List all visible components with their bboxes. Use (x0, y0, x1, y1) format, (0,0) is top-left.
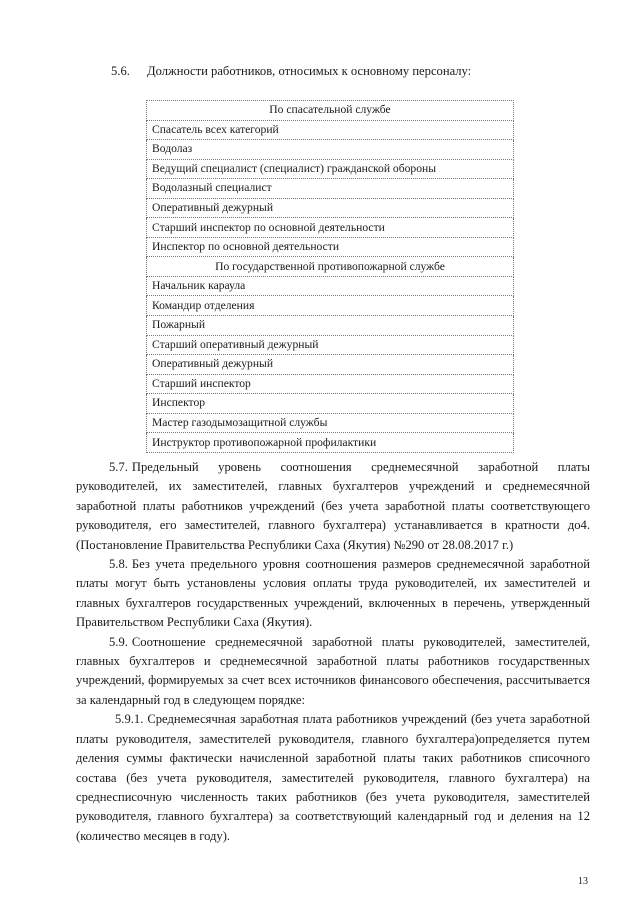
paragraph-number: 5.9.1. (115, 712, 144, 727)
paragraph-text: Предельный уровень соотношения среднемесячной заработной платы руководителей, их заместителей, главных бухгалтеров учреждений и среднемесячной заработной платы работников учреждений (без учета заработной платы соответствующего руководителя, его заместителей, главного бухгалтера) устанавливается в кратности до4.(Постановление Правительства Республики Саха (Якутия) №290 от 28.08.2017 г.) (76, 460, 590, 552)
position-name: Водолазный специалист (147, 179, 514, 199)
paragraph-5-9-1 (76, 710, 590, 846)
paragraph-5-9 (76, 633, 590, 711)
position-name: Ведущий специалист (специалист) гражданской обороны (147, 159, 514, 179)
position-name: Начальник караула (147, 276, 514, 296)
section-title: Должности работников, относимых к основному персоналу: (147, 64, 472, 78)
group-title: По государственной противопожарной службе (147, 257, 514, 277)
paragraph-number: 5.9. (109, 634, 128, 649)
position-name: Старший инспектор (147, 374, 514, 394)
position-name: Инструктор противопожарной профилактики (147, 433, 514, 453)
position-name: Оперативный дежурный (147, 355, 514, 375)
table-row (147, 159, 514, 179)
paragraph-number: 5.7. (109, 460, 128, 474)
table-row (147, 335, 514, 355)
section-number: 5.6. (111, 64, 130, 78)
position-name: Спасатель всех категорий (147, 120, 514, 140)
page-number: 13 (578, 876, 588, 887)
table-row (147, 198, 514, 218)
paragraph-text: Соотношение среднемесячной заработной платы руководителей, заместителей, главных бухгалтеров и среднемесячной заработной платы работников государственных учреждений, формируемых за счет всех источников финансового обеспечения, рассчитывается за календарный год в следующем порядке: (76, 634, 590, 707)
table-row (147, 140, 514, 160)
table-row (147, 218, 514, 238)
table-group-header (147, 101, 514, 121)
paragraph-number: 5.8. (109, 557, 128, 572)
position-name: Оперативный дежурный (147, 198, 514, 218)
position-name: Инспектор (147, 394, 514, 414)
position-name: Старший оперативный дежурный (147, 335, 514, 355)
paragraph-text: Среднемесячная заработная плата работников учреждений (без учета заработной платы руководителя, заместителей руководителя, главного бухгалтера)определяется путем деления суммы фактически начисленной заработной платы таких работников списочного состава (без учета руководителя, заместителей руководителя, главного бухгалтера) на среднесписочную численность таких работников (без учета руководителя, заместителей руководителя, главного бухгалтера) за соответствующий календарный год и деления на 12 (количество месяцев в году). (76, 712, 590, 843)
table-row (147, 355, 514, 375)
position-name: Старший инспектор по основной деятельности (147, 218, 514, 238)
table-row (147, 237, 514, 257)
position-name: Пожарный (147, 316, 514, 336)
table-row (147, 120, 514, 140)
table-row (147, 394, 514, 414)
section-heading (111, 64, 471, 79)
position-name: Инспектор по основной деятельности (147, 237, 514, 257)
group-title: По спасательной службе (147, 101, 514, 121)
paragraph-text: Без учета предельного уровня соотношения размеров среднемесячной заработной платы могут быть установлены условия оплаты труда руководителей, их заместителей и главных бухгалтеров государственных учреждений, включенных в перечень, утвержденный Правительством Республики Саха (Якутия). (76, 557, 590, 630)
body-text (76, 458, 590, 846)
table-row (147, 179, 514, 199)
table-row (147, 276, 514, 296)
table-row (147, 413, 514, 433)
position-name: Мастер газодымозащитной службы (147, 413, 514, 433)
paragraph-5-8 (76, 555, 590, 633)
table-row (147, 296, 514, 316)
paragraph-5-7 (76, 458, 590, 555)
table-row (147, 433, 514, 453)
table-row (147, 374, 514, 394)
position-name: Командир отделения (147, 296, 514, 316)
table-row (147, 316, 514, 336)
position-name: Водолаз (147, 140, 514, 160)
positions-table (146, 100, 514, 453)
table-group-header (147, 257, 514, 277)
